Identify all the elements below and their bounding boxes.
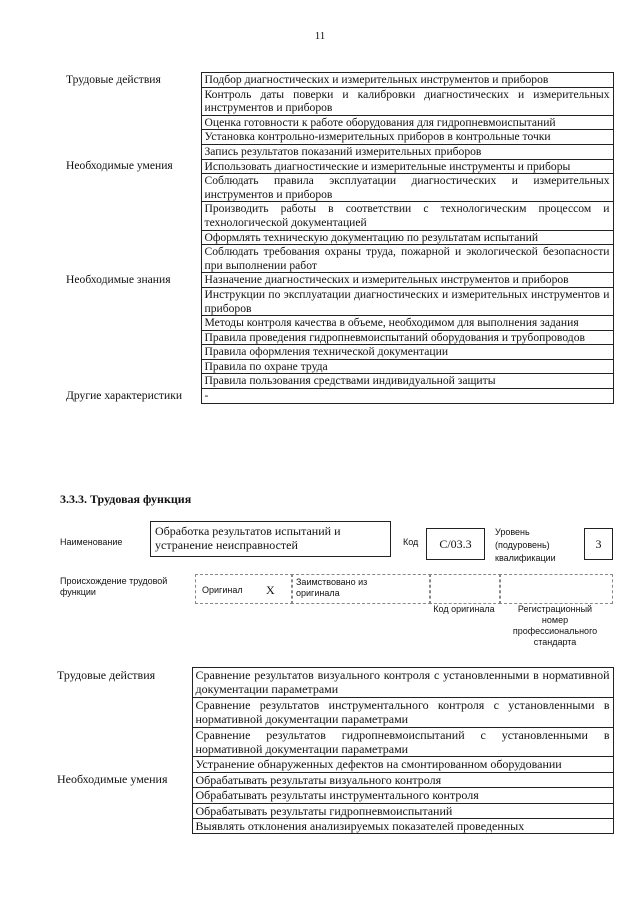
table-row: [60, 330, 613, 345]
row-label: [60, 245, 201, 273]
row-label: [60, 374, 201, 389]
reg-number-label: Регистрационный номер профессионального стандарта: [512, 604, 598, 647]
row-item: Назначение диагностических и измерительных инструментов и приборов: [201, 273, 613, 288]
row-item: Соблюдать требования охраны труда, пожарной и экологической безопасности при выполнении работ: [201, 245, 613, 273]
table-row: [51, 727, 613, 757]
row-label: [60, 316, 201, 331]
table-row: [51, 819, 613, 834]
level-label: Уровень (подуровень) квалификации: [495, 527, 556, 563]
table-row: [60, 245, 613, 273]
row-label: [60, 87, 201, 115]
table-row: [60, 87, 613, 115]
table-row: [60, 174, 613, 202]
row-label: [60, 345, 201, 360]
table-row: [60, 159, 613, 174]
name-label: Наименование: [60, 537, 123, 547]
row-item: Инструкции по эксплуатации диагностических и измерительных инструментов и приборов: [201, 287, 613, 315]
row-label: [51, 803, 192, 818]
level-box: [584, 528, 613, 560]
row-label: Необходимые умения: [66, 159, 173, 173]
table-row: [60, 287, 613, 315]
row-item: Правила проведения гидропневмоиспытаний оборудования и трубопроводов: [201, 330, 613, 345]
table-row: [60, 144, 613, 159]
row-item: Сравнение результатов гидропневмоиспытаний с установленными в нормативной документации параметрами: [192, 727, 613, 757]
code-label: Код: [403, 537, 419, 547]
row-item: Соблюдать правила эксплуатации диагностических и измерительных инструментов и приборов: [201, 174, 613, 202]
table-row: [51, 803, 613, 818]
table-row: [60, 273, 613, 288]
row-item: Оформлять техническую документацию по результатам испытаний: [201, 230, 613, 245]
table-row: [51, 697, 613, 727]
table-row: [60, 230, 613, 245]
competency-table-continued: [60, 72, 614, 404]
row-item: Правила по охране труда: [201, 359, 613, 374]
row-item: Установка контрольно-измерительных приборов в контрольные точки: [201, 130, 613, 145]
row-item: -: [201, 389, 613, 404]
table-row: [60, 345, 613, 360]
table-row: [60, 316, 613, 331]
row-item: Контроль даты поверки и калибровки диагностических и измерительных инструментов и приборов: [201, 87, 613, 115]
row-item: Выявлять отклонения анализируемых показателей проведенных: [192, 819, 613, 834]
row-item: Подбор диагностических и измерительных инструментов и приборов: [201, 73, 613, 88]
row-item: Правила пользования средствами индивидуальной защиты: [201, 374, 613, 389]
row-label: [60, 359, 201, 374]
table-row: [51, 788, 613, 803]
row-label: [51, 788, 192, 803]
row-item: Обрабатывать результаты инструментального контроля: [192, 788, 613, 803]
row-label: [60, 202, 201, 230]
row-item: Устранение обнаруженных дефектов на смонтированном оборудовании: [192, 757, 613, 772]
row-item: Правила оформления технической документации: [201, 345, 613, 360]
origin-label: Происхождение трудовой функции: [60, 576, 168, 597]
table-row: [60, 359, 613, 374]
table-row: [51, 757, 613, 772]
original-label: Оригинал: [202, 585, 243, 595]
borrowed-label: Заимствовано из оригинала: [296, 577, 368, 598]
function-name: Обработка результатов испытаний и устранение неисправностей: [155, 524, 341, 552]
row-label: Необходимые умения: [57, 772, 168, 787]
row-label: Трудовые действия: [66, 72, 161, 86]
table-row: [51, 668, 613, 698]
table-row: [60, 130, 613, 145]
row-item: Сравнение результатов визуального контроля с установленными в нормативной документации параметрами: [192, 668, 613, 698]
level-value: 3: [595, 537, 602, 551]
row-item: Методы контроля качества в объеме, необходимом для выполнения задания: [201, 316, 613, 331]
code-box: [426, 528, 485, 560]
row-label: [60, 130, 201, 145]
row-label: [51, 697, 192, 727]
reg-number-cell: [499, 574, 613, 604]
row-label: [60, 330, 201, 345]
row-label: Необходимые знания: [66, 272, 171, 286]
origin-code-label: Код оригинала: [433, 604, 495, 614]
row-label: Трудовые действия: [57, 667, 156, 682]
code-value: C/03.3: [439, 537, 472, 551]
table-row: [60, 374, 613, 389]
competency-table-3-3-3: [51, 667, 614, 834]
table-row: [51, 772, 613, 787]
row-label: [60, 287, 201, 315]
original-mark: X: [266, 583, 275, 597]
row-item: Использовать диагностические и измерительные инструменты и приборы: [201, 159, 613, 174]
row-item: Обрабатывать результаты визуального контроля: [192, 772, 613, 787]
row-label: [60, 230, 201, 245]
table-row: [60, 202, 613, 230]
row-item: Производить работы в соответствии с технологическим процессом и технологической документацией: [201, 202, 613, 230]
row-label: Другие характеристики: [66, 388, 183, 402]
function-name-box: [150, 521, 391, 557]
table-row: [60, 389, 613, 404]
row-label: [60, 174, 201, 202]
page-number: 11: [314, 30, 326, 42]
origin-code-cell: [429, 574, 501, 604]
table-row: [60, 73, 613, 88]
row-label: [51, 727, 192, 757]
row-label: [60, 115, 201, 130]
row-label: [51, 757, 192, 772]
row-item: Запись результатов показаний измерительных приборов: [201, 144, 613, 159]
row-item: Оценка готовности к работе оборудования для гидропневмоиспытаний: [201, 115, 613, 130]
row-label: [60, 144, 201, 159]
row-item: Обрабатывать результаты гидропневмоиспытаний: [192, 803, 613, 818]
row-item: Сравнение результатов инструментального контроля с установленными в нормативной документации параметрами: [192, 697, 613, 727]
table-row: [60, 115, 613, 130]
row-label: [51, 819, 192, 834]
section-title: 3.3.3. Трудовая функция: [60, 492, 192, 506]
